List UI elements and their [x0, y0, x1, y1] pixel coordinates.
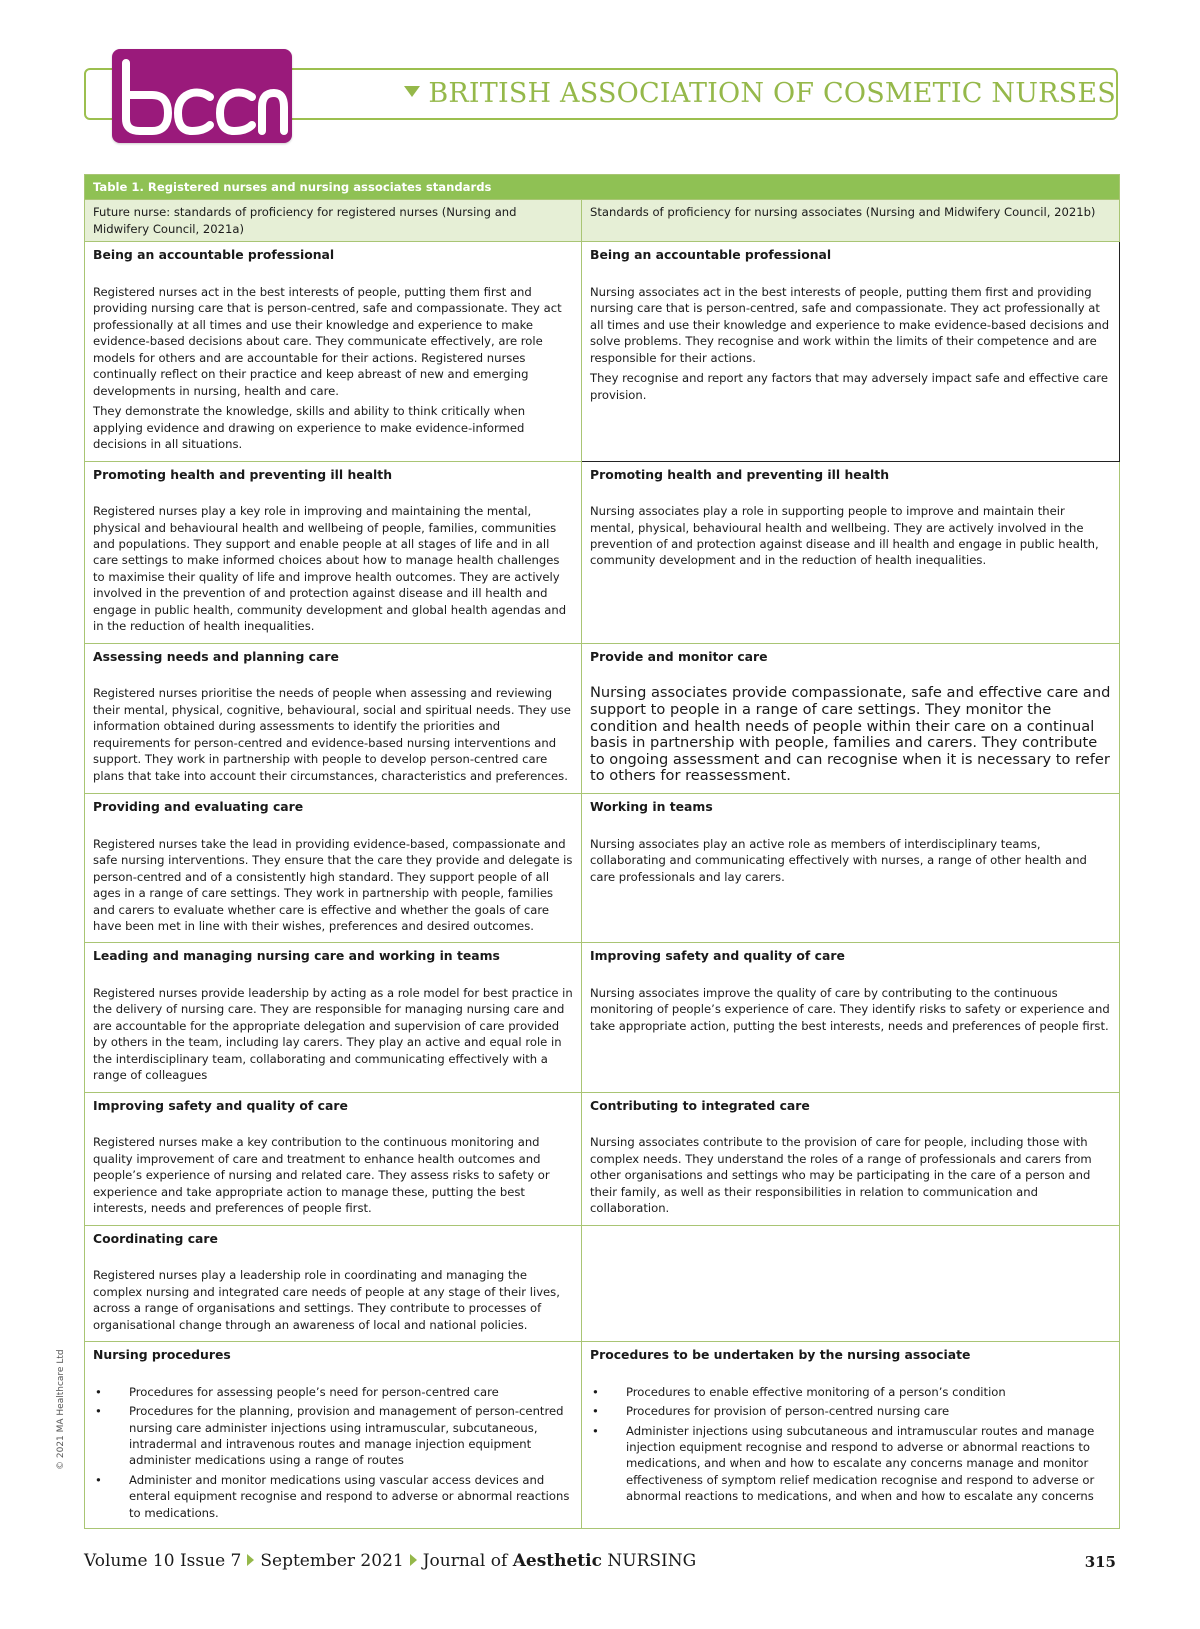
journal-name-bold: Aesthetic: [512, 1551, 602, 1571]
section-text: Registered nurses play a leadership role in coordinating and managing the complex nursing and integrated care needs of people at any stage of their lives, across a range of organisations and settings. They contribute to processes of organisational change through an awareness of local and national policies.: [93, 1268, 560, 1332]
bacn-logo: [112, 49, 292, 143]
column-header-left: Future nurse: standards of proficiency for registered nurses (Nursing and Midwifery Council, 2021a): [85, 200, 582, 242]
triangle-right-icon: [410, 1554, 417, 1566]
association-label: BRITISH ASSOCIATION OF COSMETIC NURSES: [428, 78, 1116, 109]
section-heading: Working in teams: [590, 799, 713, 815]
section-heading: Coordinating care: [93, 1230, 218, 1246]
journal-prefix: Journal of: [422, 1551, 508, 1571]
procedure-list: [590, 1384, 1111, 1505]
section-text: They demonstrate the knowledge, skills and ability to think critically when applying evidence and drawing on experience to make evidence-informed decisions in all situations.: [93, 404, 526, 452]
journal-suffix: NURSING: [607, 1551, 697, 1571]
section-text: Registered nurses play a key role in improving and maintaining the mental, physical and behavioural health and wellbeing of people, families, communities and populations. They support and enable people at all stages of life and in all care settings to make informed choices about how to manage health challenges to maximise their quality of life and improve health outcomes. They are actively involved in the prevention of and protection against disease and ill health and engage in public health, community development and global health agendas and in the reduction of health inequalities.: [93, 504, 567, 634]
section-heading: Promoting health and preventing ill health: [93, 466, 393, 482]
section-heading: Improving safety and quality of care: [93, 1097, 348, 1113]
section-heading: Being an accountable professional: [590, 247, 832, 263]
volume-issue: Volume 10 Issue 7: [84, 1551, 242, 1571]
footer-citation: [84, 1551, 696, 1571]
list-item: • Administer and monitor medications using vascular access devices and enteral equipment recognise and respond to adverse or abnormal reactions to medications.: [93, 1472, 573, 1521]
section-text: Registered nurses prioritise the needs of people when assessing and reviewing their mental, physical, cognitive, behavioural, social and spiritual needs. They use information obtained during assessments to identify the priorities and requirements for person-centred and evidence-based nursing interventions and support. They work in partnership with people to develop person-centred care plans that take into account their circumstances, characteristics and preferences.: [93, 686, 571, 783]
section-text: Nursing associates play a role in supporting people to improve and maintain their mental, physical, behavioural health and wellbeing. They are actively involved in the prevention of and protection against disease and ill health and engage in public health, community development and in the reduction of health inequalities.: [590, 504, 1099, 568]
section-heading: Assessing needs and planning care: [93, 648, 339, 664]
section-text: Registered nurses act in the best interests of people, putting them first and providing nursing care that is person-centred, safe and compassionate. They act professionally at all times and use their knowledge and experience to make evidence-based decisions about care. They communicate effectively, are role models for others and are accountable for their actions. Registered nurses continually reflect on their practice and keep abreast of new and emerging developments in nursing, health and care.: [93, 284, 562, 398]
standards-table: [84, 174, 1120, 1529]
section-text: Nursing associates play an active role as members of interdisciplinary teams, collaborating and communicating effectively with nurses, a range of other health and care professionals and lay carers.: [590, 836, 1087, 884]
section-heading: Leading and managing nursing care and working in teams: [93, 948, 500, 964]
page-number: 315: [1084, 1553, 1116, 1571]
section-text: Registered nurses make a key contribution to the continuous monitoring and quality improvement of care and treatment to enhance health outcomes and people’s experience of nursing and related care. They assess risks to safety or experience and take appropriate action to manage these, putting the best interests, needs and preferences of people first.: [93, 1135, 550, 1216]
section-text: Nursing associates provide compassionate, safe and effective care and support to people in a range of care settings. They monitor the condition and health needs of people within their care on a continual basis in partnership with people, families and carers. They contribute to ongoing assessment and can recognise when it is necessary to refer to others for reassessment.: [590, 684, 1111, 785]
association-name: [404, 78, 1116, 109]
table-title: Table 1. Registered nurses and nursing associates standards: [85, 175, 1120, 200]
section-heading: Procedures to be undertaken by the nursing associate: [590, 1347, 971, 1363]
list-item: • Procedures for assessing people’s need for person-centred care: [93, 1384, 573, 1400]
section-heading: Being an accountable professional: [93, 247, 335, 263]
bacn-logo-mark: [112, 49, 292, 143]
section-text: Registered nurses take the lead in providing evidence-based, compassionate and safe nursing interventions. They ensure that the care they provide and delegate is person-centred and of a consistently high standard. They support people of all ages in a range of care settings. They work in partnership with people, families and carers to evaluate whether care is effective and whether the goals of care have been met in line with their wishes, preferences and desired outcomes.: [93, 836, 573, 933]
table-row: [85, 643, 1120, 793]
table-row: [85, 1342, 1120, 1529]
section-heading: Promoting health and preventing ill health: [590, 466, 890, 482]
section-text: Registered nurses provide leadership by acting as a role model for best practice in the delivery of nursing care. They are responsible for managing nursing care and are accountable for the appropriate delegation and supervision of care provided by others in the team, including lay carers. They play an active and equal role in the interdisciplinary team, collaborating and communicating effectively with a range of colleagues: [93, 986, 573, 1083]
table-row: [85, 1225, 1120, 1341]
empty-cell: [582, 1225, 1120, 1341]
section-text: Nursing associates improve the quality of care by contributing to the continuous monitoring of people’s experience of care. They identify risks to safety or experience and take appropriate action, putting the best interests, needs and preferences of people first.: [590, 986, 1110, 1033]
triangle-down-icon: [404, 86, 420, 97]
section-heading: Providing and evaluating care: [93, 799, 304, 815]
list-item: • Procedures for the planning, provision and management of person-centred nursing care administer injections using intramuscular, subcutaneous, intradermal and intravenous routes and manage injection equipment administer medications using a range of routes: [93, 1403, 573, 1469]
issue-date: September 2021: [260, 1551, 404, 1571]
triangle-right-icon: [247, 1554, 254, 1566]
section-heading: Provide and monitor care: [590, 648, 768, 664]
table-row: [85, 794, 1120, 943]
list-item: • Administer injections using subcutaneous and intramuscular routes and manage injection equipment recognise and respond to adverse or abnormal reactions to medications, and when and how to escalate any concerns manage and monitor effectiveness of symptom relief medication recognise and respond to adverse or abnormal reactions to medications, and when and how to escalate any concerns: [590, 1423, 1111, 1505]
section-text: Nursing associates contribute to the provision of care for people, including those with complex needs. They understand the roles of a range of professionals and carers from other organisations and settings who may be participating in the care of a person and their family, as well as their responsibilities in relation to communication and collaboration.: [590, 1135, 1092, 1216]
table-row: [85, 242, 1120, 461]
section-text: Nursing associates act in the best interests of people, putting them first and providing nursing care that is person-centred, safe and compassionate. They act professionally at all times and use their knowledge and experience to make evidence-based decisions and solve problems. They recognise and work within the limits of their competence and are responsible for their actions.: [590, 284, 1110, 365]
procedure-list: [93, 1384, 573, 1522]
list-item: • Procedures to enable effective monitoring of a person’s condition: [590, 1384, 1111, 1400]
section-heading: Nursing procedures: [93, 1347, 231, 1363]
section-text: They recognise and report any factors that may adversely impact safe and effective care provision.: [590, 371, 1108, 402]
section-heading: Improving safety and quality of care: [590, 948, 845, 964]
table-row: [85, 461, 1120, 643]
table-row: [85, 1092, 1120, 1225]
list-item: • Procedures for provision of person-centred nursing care: [590, 1403, 1111, 1419]
column-header-right: Standards of proficiency for nursing associates (Nursing and Midwifery Council, 2021b): [582, 200, 1120, 242]
copyright-notice: © 2021 MA Healthcare Ltd: [56, 1349, 66, 1470]
table-row: [85, 943, 1120, 1092]
section-heading: Contributing to integrated care: [590, 1097, 810, 1113]
